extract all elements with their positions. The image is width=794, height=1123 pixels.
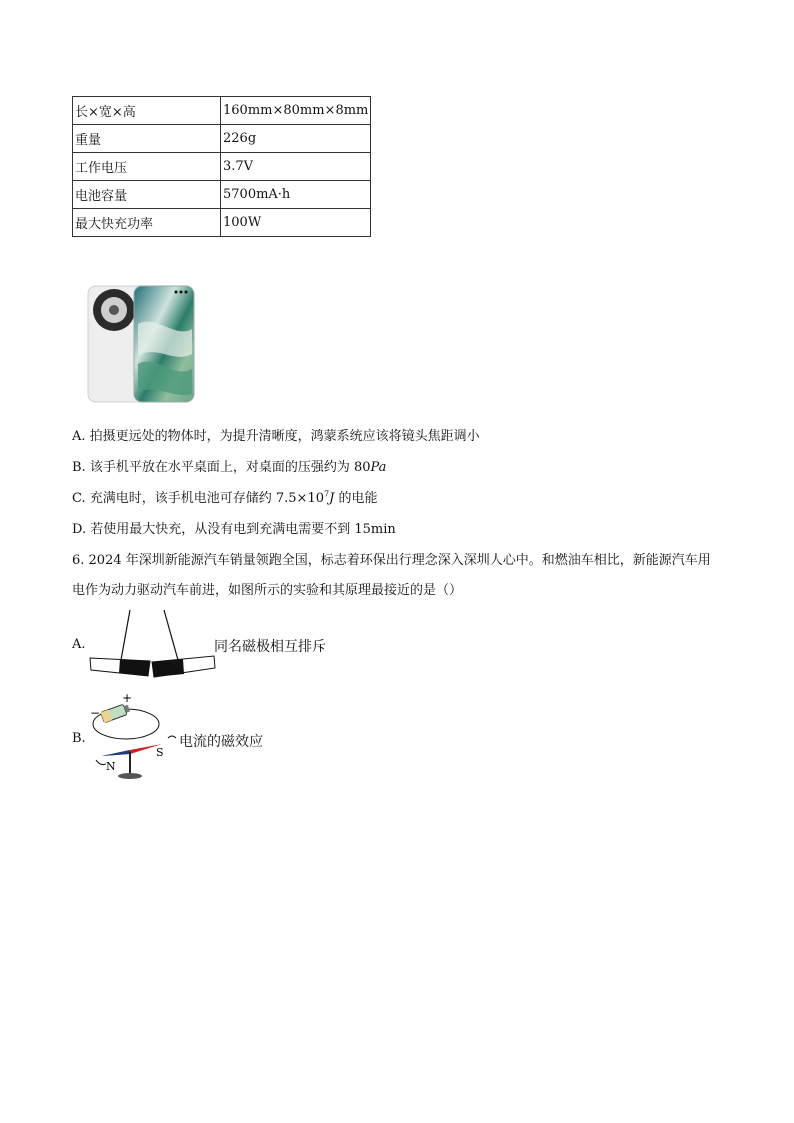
table-row: [73, 97, 371, 125]
option-c: [72, 487, 377, 506]
option-b-unit: Pa: [370, 460, 387, 475]
option-6a-label: A.: [72, 637, 86, 652]
table-row: [73, 209, 371, 237]
south-pole-label: S: [156, 746, 164, 759]
spec-key: 电池容量: [73, 181, 221, 209]
repelling-magnets-figure: [88, 608, 218, 683]
option-c-exponent: 7: [324, 489, 330, 499]
spec-value: 5700mA·h: [221, 181, 371, 209]
table-row: [73, 125, 371, 153]
spec-key: 工作电压: [73, 153, 221, 181]
spec-table: [72, 96, 371, 237]
option-a: A. 拍摄更远处的物体时，为提升清晰度，鸿蒙系统应该将镜头焦距调小: [72, 429, 480, 444]
option-d: D. 若使用最大快充，从没有电到充满电需要不到 15min: [72, 522, 396, 537]
spec-value: 226g: [221, 125, 371, 153]
spec-key: 重量: [73, 125, 221, 153]
north-pole-label: N: [106, 760, 116, 773]
option-c-text: C. 充满电时，该手机电池可存储约 7.5×10: [72, 491, 324, 506]
option-6b-label: B.: [72, 731, 86, 746]
oersted-experiment-figure: [86, 690, 181, 782]
phone-image: [86, 284, 196, 404]
plus-sign: +: [122, 691, 133, 705]
spec-key: 最大快充功率: [73, 209, 221, 237]
spec-value: 100W: [221, 209, 371, 237]
spec-value: 3.7V: [221, 153, 371, 181]
option-b-text: B. 该手机平放在水平桌面上，对桌面的压强约为 80: [72, 460, 371, 475]
minus-sign: −: [90, 706, 101, 720]
question-6-text: 6. 2024 年深圳新能源汽车销量领跑全国，标志着环保出行理念深入深圳人心中。和燃油车相比，新能源汽车用电作为动力驱动汽车前进，如图所示的实验和其原理最接近的是（）: [72, 553, 711, 598]
option-6b-caption: 电流的磁效应: [179, 734, 263, 750]
table-row: [73, 153, 371, 181]
option-6a-caption: 同名磁极相互排斥: [214, 639, 326, 655]
table-row: [73, 181, 371, 209]
option-c-unit: J: [329, 491, 335, 506]
option-c-suffix: 的电能: [334, 491, 378, 506]
spec-key: 长×宽×高: [73, 97, 221, 125]
spec-value: 160mm×80mm×8mm: [221, 97, 371, 125]
option-b: [72, 456, 386, 475]
